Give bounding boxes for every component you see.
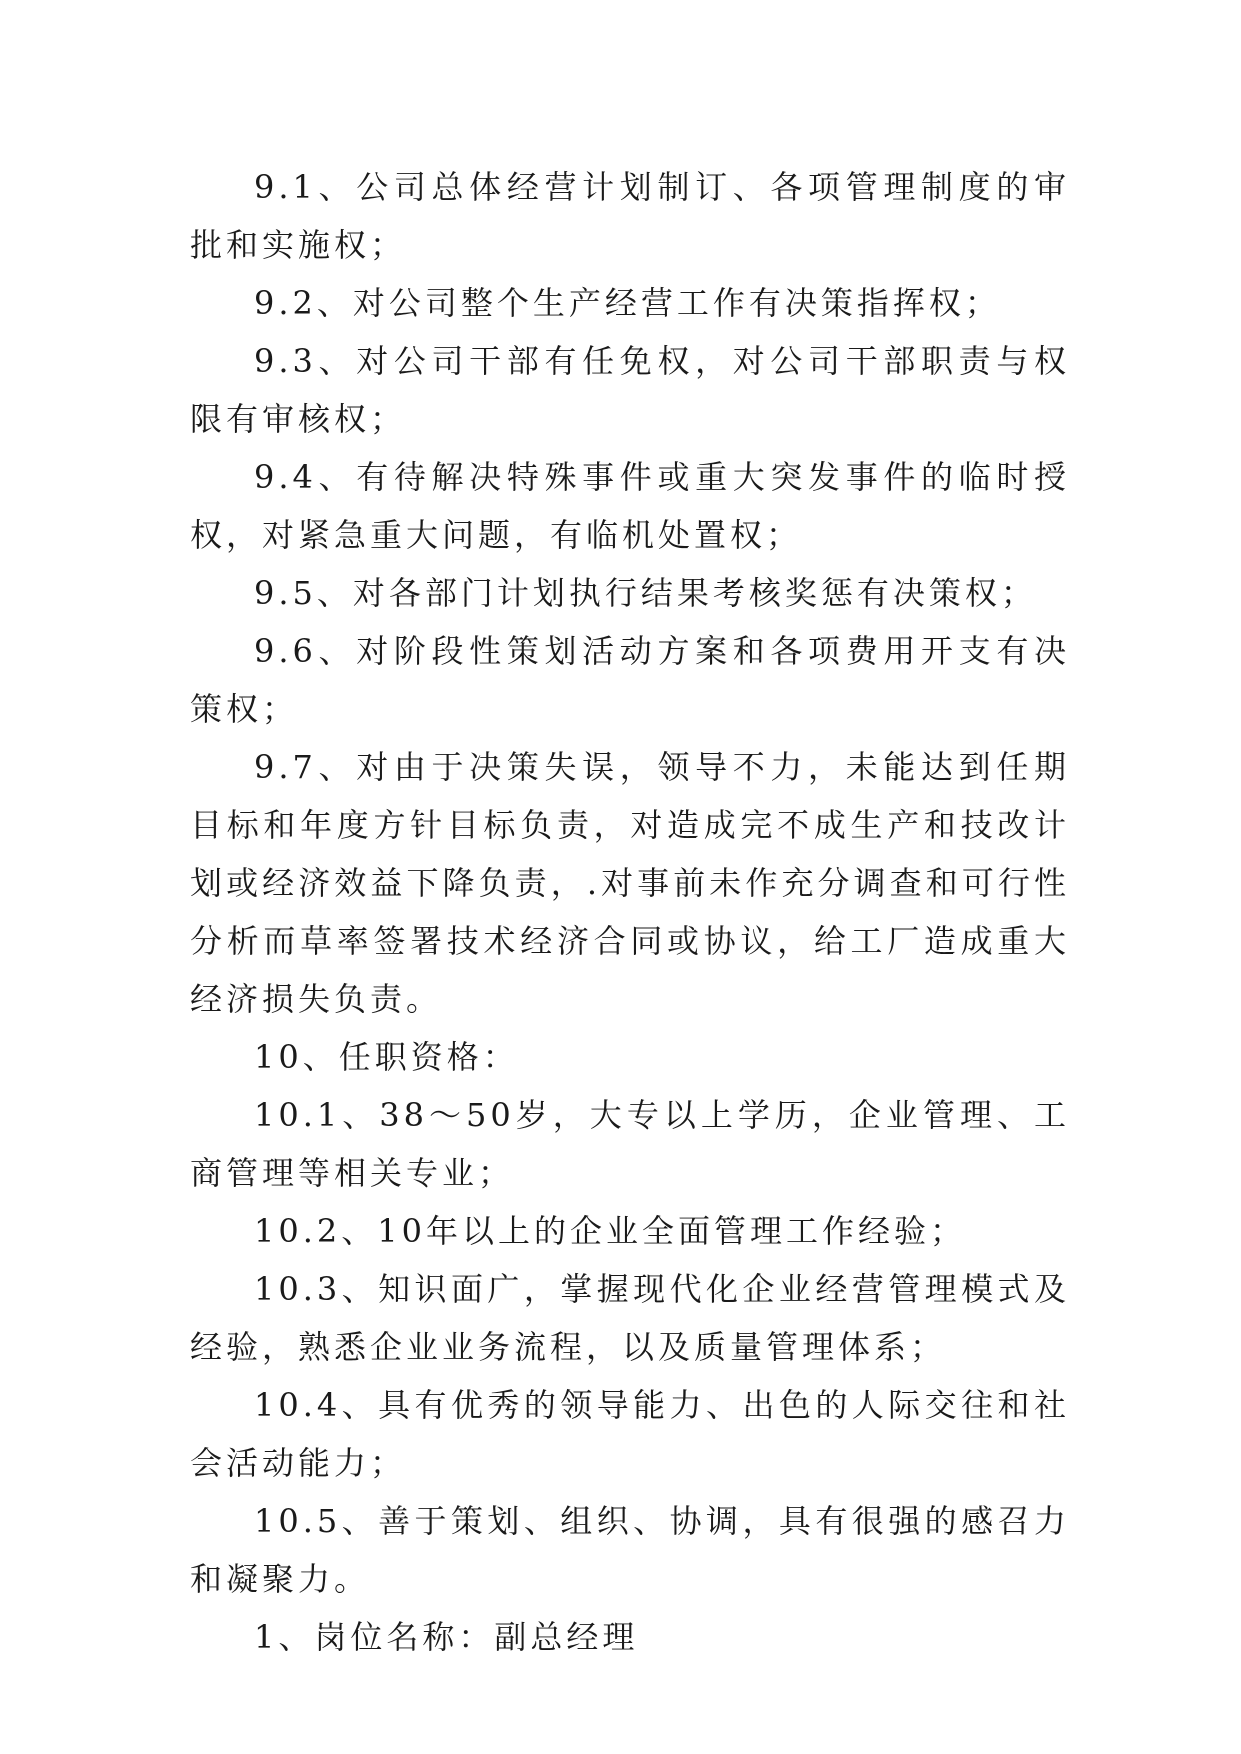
position-title: 1、岗位名称：副总经理 (254, 1618, 639, 1656)
paragraph-9-2: 9.2、对公司整个生产经营工作有决策指挥权； (254, 284, 1001, 322)
paragraph-10-1: 10.1、38～50岁，大专以上学历，企业管理、工商管理等相关专业； (190, 1096, 1070, 1192)
paragraph-9-1: 9.1、公司总体经营计划制订、各项管理制度的审批和实施权； (190, 168, 1070, 264)
paragraph-10-4: 10.4、具有优秀的领导能力、出色的人际交往和社会活动能力； (190, 1386, 1070, 1482)
paragraph-9-5: 9.5、对各部门计划执行结果考核奖惩有决策权； (254, 574, 1037, 612)
paragraph-9-6: 9.6、对阶段性策划活动方案和各项费用开支有决策权； (190, 632, 1070, 728)
paragraph-10-5: 10.5、善于策划、组织、协调，具有很强的感召力和凝聚力。 (190, 1502, 1070, 1598)
paragraph-9-4: 9.4、有待解决特殊事件或重大突发事件的临时授权，对紧急重大问题，有临机处置权； (190, 458, 1070, 554)
section-heading-qualifications: 10、任职资格： (254, 1038, 519, 1076)
paragraph-10-2: 10.2、10年以上的企业全面管理工作经验； (254, 1212, 966, 1250)
paragraph-9-3: 9.3、对公司干部有任免权，对公司干部职责与权限有审核权； (190, 342, 1070, 438)
paragraph-9-7: 9.7、对由于决策失误，领导不力，未能达到任期目标和年度方针目标负责，对造成完不成生产和技改计划或经济效益下降负责，.对事前未作充分调查和可行性分析而草率签署技术经济合同或协议，给工厂造成重大经济损失负责。 (190, 748, 1070, 1018)
paragraph-10-3: 10.3、知识面广，掌握现代化企业经营管理模式及经验，熟悉企业业务流程，以及质量管理体系； (190, 1270, 1070, 1366)
document-body (190, 158, 1070, 1666)
